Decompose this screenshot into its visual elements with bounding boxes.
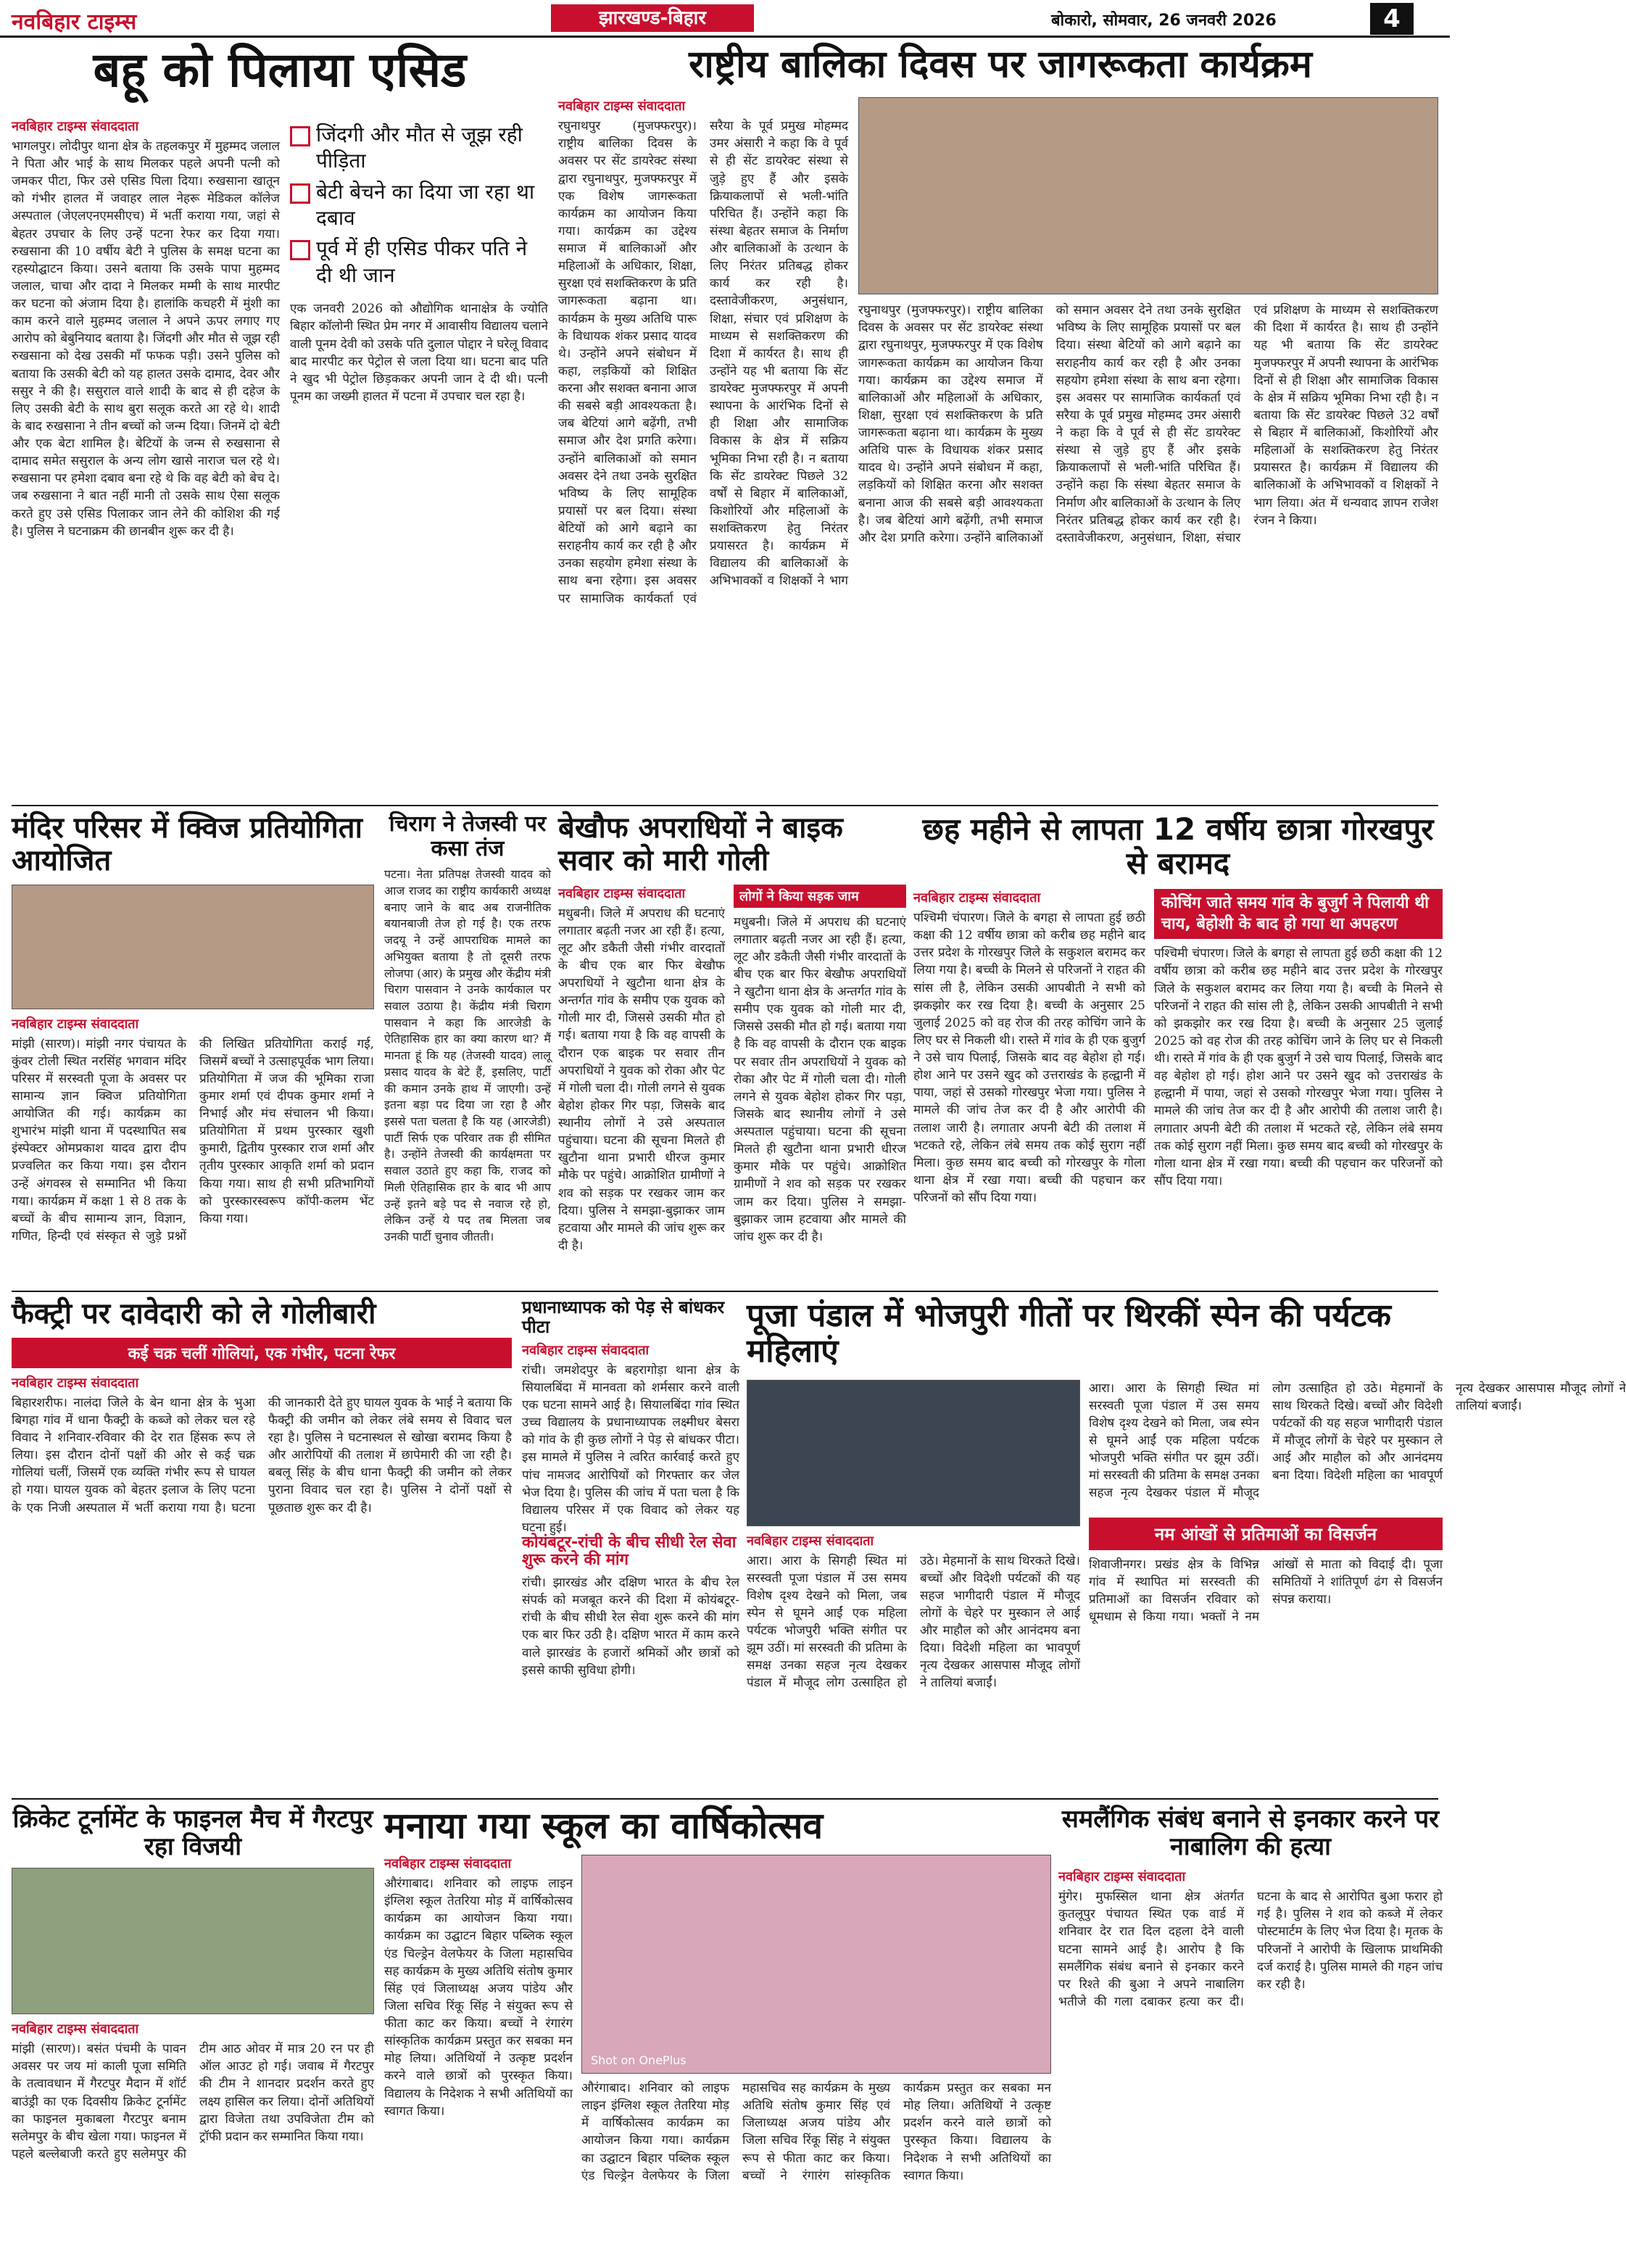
quiz-photo: [12, 885, 374, 1009]
headline: समलैंगिक संबंध बनाने से इनकार करने पर नाबालिग की हत्या: [1061, 1805, 1440, 1862]
photo-caption: Shot on OnePlus: [591, 2053, 687, 2067]
story-acid: [12, 44, 548, 798]
headline: प्रधानाध्यापक को पेड़ से बांधकर पीटा: [522, 1297, 725, 1337]
checkbox-icon: [290, 240, 310, 260]
page-header: [0, 0, 1450, 38]
byline: नवबिहार टाइम्स संवाददाता: [12, 2021, 139, 2037]
story-body: रांची। जमशेदपुर के बहरागोड़ा थाना क्षेत्र के सियालबिंदा में मानवता को शर्मसार करने वाली एक घटना सामने आई है। सियालबिंदा गांव स्थित उच्च विद्यालय के प्रधानाध्यापक लक्ष्मीधर बेसरा को गांव के ही कुछ लोगों ने पेड़ से बांधकर पीटा। इस मामले में पुलिस ने त्वरित कार्रवाई करते हुए पांच नामजद आरोपियों को गिरफ्तार कर जेल भेज दिया है। पुलिस की जांच में पता चला है कि विद्यालय परिसर में एक विवाद को लेकर यह घटना हुई।: [522, 1362, 739, 1535]
divider: [12, 1798, 1438, 1800]
byline: नवबिहार टाइम्स संवाददाता: [12, 1016, 139, 1032]
story-school: [384, 1805, 1051, 2255]
story-body: रघुनाथपुर (मुजफ्फरपुर)। राष्ट्रीय बालिका दिवस के अवसर पर सेंट डायरेक्ट संस्था द्वारा रघुनाथपुर, मुजफ्फरपुर में एक विशेष जागरूकता कार्यक्रम का आयोजन किया गया। कार्यक्रम का उद्देश्य समाज में बालिकाओं और महिलाओं के अधिकार, शिक्षा, सुरक्षा एवं सशक्तिकरण के प्रति जागरूकता बढ़ाना था। कार्यक्रम के मुख्य अतिथि पारू के विधायक शंकर प्रसाद यादव थे। उन्होंने अपने संबोधन में कहा, लड़कियों को शिक्षित करना और सशक्त बनाना आज की सबसे बड़ी आवश्यकता है। जब बेटियां आगे बढ़ेंगी, तभी समाज और देश प्रगति करेगा। उन्होंने बालिकाओं को समान अवसर देने तथा उनके सुरक्षित भविष्य के लिए सामूहिक प्रयासों पर बल दिया। संस्था बेटियों को आगे बढ़ाने का सराहनीय कार्य कर रही है और उनका सहयोग हमेशा संस्था के साथ बना रहेगा। इस अवसर पर सामाजिक कार्यकर्ता एवं सरैया के पूर्व प्रमुख मोहम्मद उमर अंसारी ने कहा कि वे पूर्व से ही सेंट डायरेक्ट संस्था से जुड़े हुए हैं और इसके क्रियाकलापों से भली-भांति परिचित हैं। उन्होंने कहा कि संस्था बेहतर समाज के निर्माण और बालिकाओं के उत्थान के लिए निरंतर प्रतिबद्ध होकर कार्य कर रही है। दस्तावेजीकरण, अनुसंधान, शिक्षा, संचार एवं प्रशिक्षण के माध्यम से सशक्तिकरण की दिशा में कार्यरत है। साथ ही उन्होंने यह भी बताया कि सेंट डायरेक्ट मुजफ्फरपुर में अपनी स्थापना के आरंभिक दिनों से ही शिक्षा और सामाजिक विकास के क्षेत्र में सक्रिय भूमिका निभा रही है। न बताया कि सेंट डायरेक्ट पिछले 32 वर्षों से बिहार में बालिकाओं, किशोरियों और महिलाओं के सशक्तिकरण हेतु निरंतर प्रयासरत है। कार्यक्रम में विद्यालय की बालिकाओं के अभिभावकों व शिक्षकों ने भाग: [558, 119, 848, 606]
section-label: झारखण्ड-बिहार: [551, 4, 754, 32]
subhead: लोगों ने किया सड़क जाम: [734, 885, 906, 908]
byline: नवबिहार टाइम्स संवाददाता: [12, 118, 139, 134]
story-body: बिहारशरीफ। नालंदा जिले के बेन थाना क्षेत्र के भुआ बिगहा गांव में धाना फैक्ट्री के कब्जे को लेकर चल रहे विवाद ने शनिवार-रविवार की देर रात हिंसक रूप ले लिया। इस दौरान दोनों पक्षों की ओर से कई चक्र गोलियां चलीं, जिसमें एक व्यक्ति गंभीर रूप से घायल हो गया। घायल युवक को बेहतर इलाज के लिए पटना के एक निजी अस्पताल में भर्ती कराया गया है। घटना की जानकारी देते हुए घायल युवक के भाई ने बताया कि फैक्ट्री की जमीन को लेकर लंबे समय से विवाद चल रहा है। पुलिस ने घटनास्थल से खोखा बरामद किया है और आरोपियों की तलाश में छापेमारी की जा रही है। बबलू सिंह के बीच धाना फैक्ट्री की जमीन को लेकर पुराना विवाद चल रहा है। पुलिस ने दोनों पक्षों से पूछताछ शुरू कर दी है।: [12, 1395, 512, 1515]
story-body-continued: मधुबनी। जिले में अपराध की घटनाएं लगातार बढ़ती नजर आ रही हैं। हत्या, लूट और डकैती जैसी गंभीर वारदातों के बीच एक बार फिर बेखौफ अपराधियों ने खुटौना थाना क्षेत्र के अन्तर्गत गांव के समीप एक युवक को गोली मार दी, जिससे उसकी मौत हो गई। बताया गया है कि वह वापसी के दौरान एक बाइक पर सवार तीन अपराधियों ने युवक को रोका और पेट में गोली चला दी। गोली लगने से युवक बेहोश होकर गिर पड़ा, जिसके बाद स्थानीय लोगों ने उसे अस्पताल पहुंचाया। घटना की सूचना मिलते ही खुटौना थाना प्रभारी धीरज कुमार मौके पर पहुंचे। आक्रोशित ग्रामीणों ने शव को सड़क पर रखकर जाम कर दिया। पुलिस ने समझा-बुझाकर जाम हटवाया और मामले की जांच शुरू कर दी है।: [734, 914, 906, 1244]
school-event-photo: [581, 1855, 1051, 2074]
event-photo: [858, 97, 1438, 294]
headline: क्रिकेट टूर्नामेंट के फाइनल मैच में गैरटपुर रहा विजयी: [12, 1805, 373, 1862]
story-samelangik: [1058, 1805, 1443, 2255]
page-number: 4: [1370, 3, 1414, 35]
divider: [12, 1291, 1438, 1292]
bullet-item: जिंदगी और मौत से जूझ रही पीड़िता: [290, 122, 548, 175]
story-quiz: [12, 812, 374, 1283]
checkbox-icon: [290, 183, 310, 204]
divider: [12, 805, 1438, 806]
story-body-2: शिवाजीनगर। प्रखंड क्षेत्र के विभिन्न गांव में स्थापित मां सरस्वती की प्रतिमाओं का विसर्जन रविवार को धूमधाम से किया गया। भक्तों ने नम आंखों से माता को विदाई दी। पूजा समितियों ने शांतिपूर्ण ढंग से विसर्जन संपन्न कराया।: [1089, 1557, 1443, 1624]
story-body-2: रांची। झारखंड और दक्षिण भारत के बीच रेल संपर्क को मजबूत करने की दिशा में कोयंबटूर-रांची के बीच सीधी रेल सेवा शुरू करने की मांग एक बार फिर उठी है। दक्षिण भारत में काम करने वाले झारखंड के हजारों श्रमिकों और छात्रों को इससे काफी सुविधा होगी।: [522, 1576, 739, 1678]
story-body: मांझी (सारण)। मांझी नगर पंचायत के कुंवर टोली स्थित नरसिंह भगवान मंदिर परिसर में सरस्वती पूजा के अवसर पर सामान्य ज्ञान क्विज प्रतियोगिता आयोजित की गई। कार्यक्रम का शुभारंभ मांझी थाना में पदस्थापित सब इंस्पेक्टर ओमप्रकाश यादव द्वारा दीप प्रज्वलित कर किया गया। इस दौरान उन्हें अंगवस्त्र से सम्मानित भी किया गया। कार्यक्रम में कक्षा 1 से 8 तक के बच्चों के बीच सामान्य ज्ञान, विज्ञान, गणित, हिन्दी एवं संस्कृत से जुड़े प्रश्नों की लिखित प्रतियोगिता कराई गई, जिसमें बच्चों ने उत्साहपूर्वक भाग लिया। प्रतियोगिता में जज की भूमिका राजा कुमार शर्मा एवं दीपक कुमार शर्मा ने निभाई और मंच संचालन भी किया। प्रतियोगिता में प्रथम पुरस्कार खुशी कुमारी, द्वितीय पुरस्कार राज शर्मा और तृतीय पुरस्कार आकृति शर्मा को प्रदान किया गया। साथ ही सभी प्रतिभागियों को पुरस्कारस्वरूप कॉपी-कलम भेंट किया गया।: [12, 1036, 374, 1243]
story-body: भागलपुर। लोदीपुर थाना क्षेत्र के तहलकपुर में मुहम्मद जलाल ने पिता और भाई के साथ मिलकर पहले अपनी पत्नी को जमकर पीटा, फिर उसे एसिड पिला दिया। रुखसाना खातून को गंभीर हालत में जवाहर लाल नेहरू मेडिकल कॉलेज अस्पताल (जेएलएनएमसीएच) में भर्ती कराया गया, जहां से बेहतर उपचार के लिए उन्हें पटना रेफर कर दिया गया। रुखसाना की 10 वर्षीय बेटी ने पुलिस के समक्ष घटना का रहस्योद्घाटन किया। उसने बताया कि उसके पापा मुहम्मद जलाल, चाचा और दादा ने मिलकर मम्मी के साथ मारपीट कर घटना को अंजाम दिया है। हालांकि कचहरी में मुंशी का काम करने वाले मुहम्मद जलाल ने अपने ऊपर लगाए गए आरोप को बेबुनियाद बताया है। जिंदगी और मौत से जूझ रही रुखसाना को देख उसकी माँ फफक पड़ी। उसने पुलिस को बताया कि उसकी बेटी को यह हालत उसके दामाद, देवर और ससुर ने की है। ससुराल वाले शादी के बाद से ही दहेज के लिए उसकी बेटी के साथ बुरा सलूक करते आ रहे थे। शादी के बाद रुखसाना ने तीन बच्चों को जन्म दिया। जिनमें दो बेटी और एक बेटा शामिल है। बेटियों के जन्म से रुखसाना से दामाद समेत ससुराल के अन्य लोग खासे नाराज चल रहे थे। रुखसाना पर हमेशा दबाव बना रहे थे कि वह बेटी को बेच दे। जब रुखसाना ने बात नहीं मानी तो उसके साथ ऐसा सलूक करते हुए उसे एसिड पिलाकर जान लेने की कोशिश की गई है। पुलिस ने घटनाक्रम की छानबीन शुरू कर दी है।: [12, 138, 280, 539]
story-missing-girl: [913, 812, 1443, 1283]
byline: नवबिहार टाइम्स संवाददाता: [384, 1856, 512, 1871]
headline: बहू को पिलाया एसिड: [93, 42, 467, 98]
story-girl-child-day: [558, 44, 1443, 798]
story-biker: [558, 812, 906, 1283]
byline: नवबिहार टाइम्स संवाददाता: [1058, 1869, 1186, 1885]
headline: मनाया गया स्कूल का वार्षिकोत्सव: [384, 1805, 824, 1847]
story-bhojpuri: [747, 1297, 1626, 1791]
story-continued: एक जनवरी 2026 को औद्योगिक थानाक्षेत्र के ज्योति बिहार कॉलोनी स्थित प्रेम नगर में आवासीय विद्यालय चलाने वाली पूनम देवी को उसके पति दुलाल पोद्दार ने घरेलू विवाद बाद मारपीट कर पेट्रोल से जला दिया था। घटना बाद पति ने खुद भी पेट्रोल छिड़ककर अपनी जान दे दी थी। पत्नी पूनम का जख्मी हालत में पटना में उपचार चल रहा है।: [290, 302, 548, 404]
story-cricket: [12, 1805, 374, 2255]
headline: बेखौफ अपराधियों ने बाइक सवार को मारी गोली: [558, 811, 843, 877]
byline: नवबिहार टाइम्स संवाददाता: [558, 885, 686, 901]
bullet-box: [290, 117, 548, 300]
story-body: मधुबनी। जिले में अपराध की घटनाएं लगातार बढ़ती नजर आ रही हैं। हत्या, लूट और डकैती जैसी गंभीर वारदातों के बीच एक बार फिर बेखौफ अपराधियों ने खुटौना थाना क्षेत्र के अन्तर्गत गांव के समीप एक युवक को गोली मार दी, जिससे उसकी मौत हो गई। बताया गया है कि वह वापसी के दौरान एक बाइक पर सवार तीन अपराधियों ने युवक को रोका और पेट में गोली चला दी। गोली लगने से युवक बेहोश होकर गिर पड़ा, जिसके बाद स्थानीय लोगों ने उसे अस्पताल पहुंचाया। घटना की सूचना मिलते ही खुटौना थाना प्रभारी धीरज कुमार मौके पर पहुंचे। आक्रोशित ग्रामीणों ने शव को सड़क पर रखकर जाम कर दिया। पुलिस ने समझा-बुझाकर जाम हटवाया और मामले की जांच शुरू कर दी है।: [558, 906, 725, 1253]
headline: छह महीने से लापता 12 वर्षीय छात्रा गोरखपुर से बरामद: [922, 811, 1434, 882]
story-chirag: [384, 812, 551, 1283]
pandal-photo: [747, 1380, 1080, 1526]
headline: चिराग ने तेजस्वी पर कसा तंज: [389, 811, 547, 861]
story-body: पटना। नेता प्रतिपक्ष तेजस्वी यादव को आज राजद का राष्ट्रीय कार्यकारी अध्यक्ष बनाए जाने के बाद अब राजनीतिक बयानबाजी तेज हो गई है। एक तरफ जदयू ने उन्हें आपराधिक मामले का अभियुक्त बताया है तो दूसरी तरफ लोजपा (आर) के प्रमुख और केंद्रीय मंत्री चिराग पासवान ने उनके कार्यकाल पर सवाल उठाया है। केंद्रीय मंत्री चिराग पासवान ने कहा कि आरजेडी के ऐतिहासिक हार का क्या कारण था? मैं मानता हूं कि यह (तेजस्वी यादव) लालू प्रसाद यादव के बेटे हैं, इसलिए, पार्टी की कमान उनके हाथ में जाएगी। उन्हें इतना बड़ा पद दिया जा रहा है और इससे पता चलता है कि यह (आरजेडी) पार्टी सिर्फ एक परिवार तक ही सीमित है। उन्होंने तेजस्वी की कार्यक्षमता पर सवाल उठाते हुए कहा कि, राजद को मिली ऐतिहासिक हार के बाद भी आप उन्हें इतने बड़े पद से नवाज रहे हो, लेकिन उन्हें ये पद तब मिलता जब उनकी पार्टी चुनाव जीतती।: [384, 867, 551, 1243]
story-body: मुंगेर। मुफस्सिल थाना क्षेत्र अंतर्गत कुतलूपुर पंचायत स्थित एक वार्ड में शनिवार देर रात दिल दहला देने वाली घटना सामने आई है। आरोप है कि समलैंगिक संबंध बनाने से इनकार करने पर रिश्ते की बुआ ने अपने नाबालिग भतीजे की गला दबाकर हत्या कर दी। घटना के बाद से आरोपित बुआ फरार हो गई है। पुलिस ने शव को कब्जे में लेकर पोस्टमार्टम के लिए भेज दिया है। मृतक के परिजनों ने आरोपी के खिलाफ प्राथमिकी दर्ज कराई है। पुलिस मामले की गहन जांच कर रही है।: [1058, 1890, 1443, 2009]
checkbox-icon: [290, 126, 310, 146]
bullet-item: पूर्व में ही एसिड पीकर पति ने दी थी जान: [290, 236, 548, 289]
cricket-photo: [12, 1868, 374, 2014]
dateline: बोकारो, सोमवार, 26 जनवरी 2026: [1051, 12, 1277, 30]
bullet-item: बेटी बेचने का दिया जा रहा था दबाव: [290, 179, 548, 232]
headline: फैक्ट्री पर दावेदारी को ले गोलीबारी: [12, 1297, 376, 1330]
story-factory: [12, 1298, 512, 1791]
headline: राष्ट्रीय बालिका दिवस पर जागरूकता कार्यक्रम: [689, 43, 1312, 86]
subhead: कोयंबटूर-रांची के बीच सीधी रेल सेवा शुरू करने की मांग: [522, 1533, 737, 1570]
subbox-title: नम आंखों से प्रतिमाओं का विसर्जन: [1089, 1518, 1443, 1550]
story-body-continued: औरंगाबाद। शनिवार को लाइफ लाइन इंग्लिश स्कूल तेतरिया मोड़ में वार्षिकोत्सव कार्यक्रम का आयोजन किया गया। कार्यक्रम का उद्घाटन बिहार पब्लिक स्कूल एंड चिल्ड्रेन वेलफेयर के जिला महासचिव सह कार्यक्रम के मुख्य अतिथि संतोष कुमार सिंह एवं जिलाध्यक्ष अजय पांडेय और जिला सचिव रिंकू सिंह ने संयुक्त रूप से फीता काट कर किया। बच्चों ने रंगारंग सांस्कृतिक कार्यक्रम प्रस्तुत कर सबका मन मोह लिया। अतिथियों ने उत्कृष्ट प्रदर्शन करने वाले छात्रों को पुरस्कृत किया। विद्यालय के निदेशक ने सभी अतिथियों का स्वागत किया।: [581, 2081, 1051, 2183]
story-body: आरा। आरा के सिगही स्थित मां सरस्वती पूजा पंडाल में उस समय विशेष दृश्य देखने को मिला, जब स्पेन से घूमने आईं एक महिला पर्यटक भोजपुरी भक्ति संगीत पर झूम उठीं। मां सरस्वती की प्रतिमा के समक्ष उनका सहज नृत्य देखकर पंडाल में मौजूद लोग उत्साहित हो उठे। मेहमानों के साथ थिरकते दिखे। बच्चों और विदेशी पर्यटकों की यह सहज भागीदारी पंडाल में मौजूद लोगों के चेहरे पर मुस्कान ले आई और माहौल को और आनंदमय बना दिया। विदेशी महिला का भावपूर्ण नृत्य देखकर आसपास मौजूद लोगों ने तालियां बजाईं।: [747, 1553, 1080, 1691]
byline: नवबिहार टाइम्स संवाददाता: [913, 890, 1041, 906]
story-body: मांझी (सारण)। बसंत पंचमी के पावन अवसर पर जय मां काली पूजा समिति के तत्वावधान में गैरटपुर मैदान में शॉर्ट बाउंड्री का एक दिवसीय क्रिकेट टूर्नामेंट का फाइनल मुकाबला गैरटपुर बनाम सलेमपुर के बीच खेला गया। फाइनल में पहले बल्लेबाजी करते हुए सलेमपुर की टीम आठ ओवर में मात्र 20 रन पर ही ऑल आउट हो गई। जवाब में गैरटपुर की टीम ने शानदार प्रदर्शन करते हुए लक्ष्य हासिल कर लिया। दोनों अतिथियों द्वारा विजेता तथा उपविजेता टीम को ट्रॉफी प्रदान कर सम्मानित किया गया।: [12, 2042, 374, 2161]
subhead: कई चक्र चलीं गोलियां, एक गंभीर, पटना रेफर: [12, 1338, 512, 1368]
subhead: कोचिंग जाते समय गांव के बुजुर्ग ने पिलायी थी चाय, बेहोशी के बाद हो गया था अपहरण: [1154, 889, 1443, 939]
story-body-continued: पश्चिमी चंपारण। जिले के बगहा से लापता हुई छठी कक्षा की 12 वर्षीय छात्रा को करीब छह महीने बाद उत्तर प्रदेश के गोरखपुर जिले के सकुशल बरामद कर लिया गया है। बच्ची के मिलने से परिजनों ने राहत की सांस ली है, लेकिन उसकी आपबीती ने सभी को झकझोर कर रख दिया है। बच्ची के अनुसार 25 जुलाई 2025 को वह रोज की तरह कोचिंग जाने के लिए घर से निकली थी। रास्ते में गांव के ही एक बुजुर्ग ने उसे चाय पिलाई, जिसके बाद वह बेहोश हो गई। होश आने पर उसने खुद को उत्तराखंड के हल्द्वानी में पाया, जहां से उसको गोरखपुर भेजा गया। पुलिस ने मामले की जांच तेज कर दी है और आरोपी की तलाश जारी है। लगातार अपनी बेटी की तलाश में भटकते रहे, लेकिन लंबे समय तक कोई सुराग नहीं मिला। कुछ समय बाद बच्ची को गोरखपुर के गोला थाना क्षेत्र में रखा गया। बच्ची की पहचान कर परिजनों को सौंप दिया गया।: [1154, 946, 1443, 1188]
story-body: पश्चिमी चंपारण। जिले के बगहा से लापता हुई छठी कक्षा की 12 वर्षीय छात्रा को करीब छह महीने बाद उत्तर प्रदेश के गोरखपुर जिले के सकुशल बरामद कर लिया गया है। बच्ची के मिलने से परिजनों ने राहत की सांस ली है, लेकिन उसकी आपबीती ने सभी को झकझोर कर रख दिया है। बच्ची के अनुसार 25 जुलाई 2025 को वह रोज की तरह कोचिंग जाने के लिए घर से निकली थी। रास्ते में गांव के ही एक बुजुर्ग ने उसे चाय पिलाई, जिसके बाद वह बेहोश हो गई। होश आने पर उसने खुद को उत्तराखंड के हल्द्वानी में पाया, जहां से उसको गोरखपुर भेजा गया। पुलिस ने मामले की जांच तेज कर दी है और आरोपी की तलाश जारी है। लगातार अपनी बेटी की तलाश में भटकते रहे, लेकिन लंबे समय तक कोई सुराग नहीं मिला। कुछ समय बाद बच्ची को गोरखपुर के गोला थाना क्षेत्र में रखा गया। बच्ची की पहचान कर परिजनों को सौंप दिया गया।: [913, 911, 1145, 1206]
masthead: नवबिहार टाइम्स: [12, 9, 137, 35]
story-body-continued: रघुनाथपुर (मुजफ्फरपुर)। राष्ट्रीय बालिका दिवस के अवसर पर सेंट डायरेक्ट संस्था द्वारा रघुनाथपुर, मुजफ्फरपुर में एक विशेष जागरूकता कार्यक्रम का आयोजन किया गया। कार्यक्रम का उद्देश्य समाज में बालिकाओं और महिलाओं के अधिकार, शिक्षा, सुरक्षा एवं सशक्तिकरण के प्रति जागरूकता बढ़ाना था। कार्यक्रम के मुख्य अतिथि पारू के विधायक शंकर प्रसाद यादव थे। उन्होंने अपने संबोधन में कहा, लड़कियों को शिक्षित करना और सशक्त बनाना आज की सबसे बड़ी आवश्यकता है। जब बेटियां आगे बढ़ेंगी, तभी समाज और देश प्रगति करेगा। उन्होंने बालिकाओं को समान अवसर देने तथा उनके सुरक्षित भविष्य के लिए सामूहिक प्रयासों पर बल दिया। संस्था बेटियों को आगे बढ़ाने का सराहनीय कार्य कर रही है और उनका सहयोग हमेशा संस्था के साथ बना रहेगा। इस अवसर पर सामाजिक कार्यकर्ता एवं सरैया के पूर्व प्रमुख मोहम्मद उमर अंसारी ने कहा कि वे पूर्व से ही सेंट डायरेक्ट संस्था से जुड़े हुए हैं और इसके क्रियाकलापों से भली-भांति परिचित हैं। उन्होंने कहा कि संस्था बेहतर समाज के निर्माण और बालिकाओं के उत्थान के लिए निरंतर प्रतिबद्ध होकर कार्य कर रही है। दस्तावेजीकरण, अनुसंधान, शिक्षा, संचार एवं प्रशिक्षण के माध्यम से सशक्तिकरण की दिशा में कार्यरत है। साथ ही उन्होंने यह भी बताया कि सेंट डायरेक्ट मुजफ्फरपुर में अपनी स्थापना के आरंभिक दिनों से ही शिक्षा और सामाजिक विकास के क्षेत्र में सक्रिय भूमिका निभा रही है। न बताया कि सेंट डायरेक्ट पिछले 32 वर्षों से बिहार में बालिकाओं, किशोरियों और महिलाओं के सशक्तिकरण हेतु निरंतर प्रयासरत है। कार्यक्रम में विद्यालय की बालिकाओं के अभिभावकों व शिक्षकों ने भाग लिया। अंत में धन्यवाद ज्ञापन राजेश रंजन ने किया।: [858, 303, 1438, 545]
headline: मंदिर परिसर में क्विज प्रतियोगिता आयोजित: [12, 811, 362, 877]
story-principal: [522, 1298, 739, 1791]
headline: पूजा पंडाल में भोजपुरी गीतों पर थिरकीं स्पेन की पर्यटक महिलाएं: [747, 1297, 1391, 1370]
story-body-continued: आरा। आरा के सिगही स्थित मां सरस्वती पूजा पंडाल में उस समय विशेष दृश्य देखने को मिला, जब स्पेन से घूमने आईं एक महिला पर्यटक भोजपुरी भक्ति संगीत पर झूम उठीं। मां सरस्वती की प्रतिमा के समक्ष उनका सहज नृत्य देखकर पंडाल में मौजूद लोग उत्साहित हो उठे। मेहमानों के साथ थिरकते दिखे। बच्चों और विदेशी पर्यटकों की यह सहज भागीदारी पंडाल में मौजूद लोगों के चेहरे पर मुस्कान ले आई और माहौल को और आनंदमय बना दिया। विदेशी महिला का भावपूर्ण नृत्य देखकर आसपास मौजूद लोगों ने तालियां बजाईं।: [1089, 1381, 1626, 1501]
byline: नवबिहार टाइम्स संवाददाता: [12, 1375, 139, 1391]
story-body: औरंगाबाद। शनिवार को लाइफ लाइन इंग्लिश स्कूल तेतरिया मोड़ में वार्षिकोत्सव कार्यक्रम का आयोजन किया गया। कार्यक्रम का उद्घाटन बिहार पब्लिक स्कूल एंड चिल्ड्रेन वेलफेयर के जिला महासचिव सह कार्यक्रम के मुख्य अतिथि संतोष कुमार सिंह एवं जिलाध्यक्ष अजय पांडेय और जिला सचिव रिंकू सिंह ने संयुक्त रूप से फीता काट कर किया। बच्चों ने रंगारंग सांस्कृतिक कार्यक्रम प्रस्तुत कर सबका मन मोह लिया। अतिथियों ने उत्कृष्ट प्रदर्शन करने वाले छात्रों को पुरस्कृत किया। विद्यालय के निदेशक ने सभी अतिथियों का स्वागत किया।: [384, 1876, 573, 2119]
byline: नवबिहार टाइम्स संवाददाता: [558, 99, 686, 115]
byline: नवबिहार टाइम्स संवाददाता: [747, 1533, 874, 1549]
byline: नवबिहार टाइम्स संवाददाता: [522, 1342, 650, 1358]
